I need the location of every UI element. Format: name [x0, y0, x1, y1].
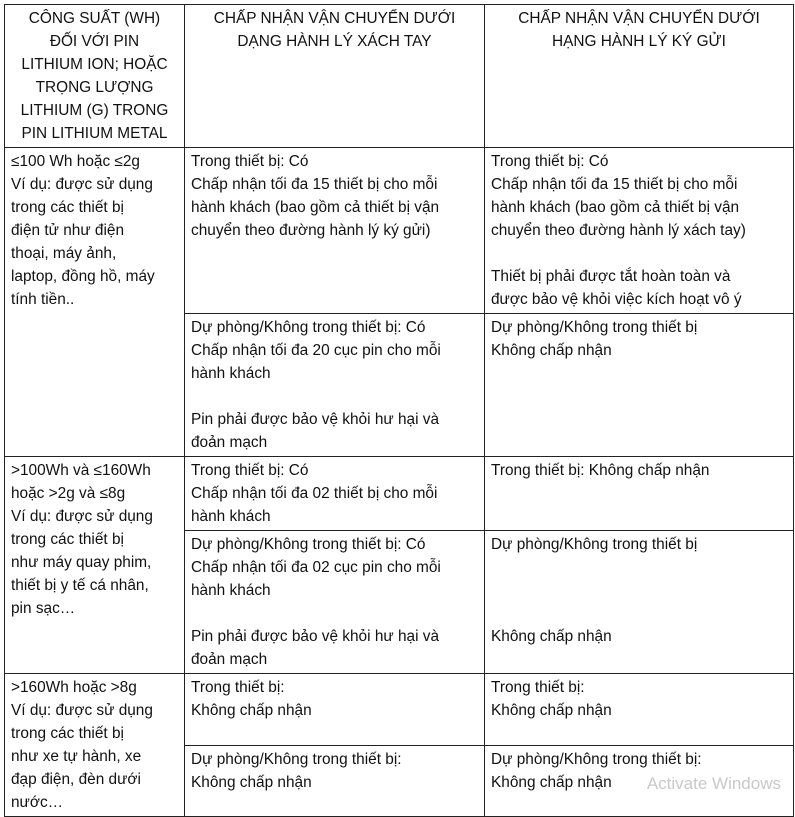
cell-line: CHẤP NHẬN VẬN CHUYỂN DƯỚI	[518, 10, 760, 27]
cell-line: Trong thiết bị:	[191, 679, 285, 696]
cell-line: trong các thiết bị	[11, 531, 124, 548]
cell-line: Chấp nhận tối đa 15 thiết bị cho mỗi	[491, 176, 738, 193]
checked-cell	[485, 148, 794, 314]
cell-line: hành khách	[191, 508, 271, 525]
cell-line: Trong thiết bị: Có	[191, 462, 309, 479]
cell-line: DẠNG HÀNH LÝ XÁCH TAY	[237, 33, 432, 50]
cell-line: Không chấp nhận	[491, 773, 612, 791]
cell-line: trong các thiết bị	[11, 725, 124, 742]
cell-line: Dự phòng/Không trong thiết bị: Có	[191, 319, 426, 336]
cell-line: Không chấp nhận	[191, 702, 312, 719]
cell-line: Thiết bị phải được tắt hoàn toàn và	[491, 268, 731, 285]
cell-line: chuyển theo đường hành lý xách tay)	[491, 222, 746, 239]
cell-line: LITHIUM (G) TRONG	[20, 102, 169, 119]
cell-line: HẠNG HÀNH LÝ KÝ GỬI	[552, 33, 726, 50]
cell-line: >160Wh hoặc >8g	[11, 679, 137, 696]
cell-line: thoại, máy ảnh,	[11, 245, 117, 262]
cell-line: Chấp nhận tối đa 02 thiết bị cho mỗi	[191, 485, 438, 502]
cell-line: TRỌNG LƯỢNG	[35, 79, 154, 96]
cell-line: điện tử như điện	[11, 222, 125, 239]
carry-on-cell	[185, 745, 485, 817]
header-carry-on	[185, 5, 485, 148]
activation-watermark: Activate Windows	[646, 774, 781, 793]
carry-on-cell	[185, 531, 485, 674]
cell-line: hành khách (bao gồm cả thiết bị vận	[491, 199, 740, 216]
category-cell	[5, 148, 185, 457]
blank-line	[491, 556, 787, 579]
cell-line: hành khách (bao gồm cả thiết bị vận	[191, 199, 440, 216]
blank-line	[491, 242, 787, 265]
cell-line: như xe tự hành, xe	[11, 748, 142, 765]
cell-line: hành khách	[191, 365, 271, 382]
cell-line: Chấp nhận tối đa 20 cục pin cho mỗi	[191, 342, 441, 359]
cell-line: thiết bị y tế cá nhân,	[11, 577, 149, 594]
table-row	[5, 148, 794, 314]
cell-line: Không chấp nhận	[491, 702, 612, 719]
table-row	[5, 674, 794, 746]
cell-line: pin sạc…	[11, 600, 76, 617]
blank-line	[191, 385, 478, 408]
cell-line: Ví dụ: được sử dụng	[11, 508, 153, 525]
cell-line: được bảo vệ khỏi việc kích hoạt vô ý	[491, 291, 742, 308]
cell-line: Pin phải được bảo vệ khỏi hư hại và	[191, 628, 440, 645]
cell-line: Pin phải được bảo vệ khỏi hư hại và	[191, 411, 440, 428]
cell-line: CHẤP NHẬN VẬN CHUYỂN DƯỚI	[213, 10, 456, 27]
cell-line: ĐỐI VỚI PIN	[49, 33, 140, 50]
cell-line: Không chấp nhận	[491, 628, 612, 645]
cell-line: đoản mạch	[191, 434, 268, 451]
carry-on-cell	[185, 314, 485, 457]
cell-line: đoản mạch	[191, 651, 268, 668]
category-cell	[5, 457, 185, 674]
cell-line: nước…	[11, 794, 64, 811]
blank-line	[191, 602, 478, 625]
cell-line: Dự phòng/Không trong thiết bị	[491, 319, 698, 336]
carry-on-cell	[185, 674, 485, 746]
carry-on-cell	[185, 148, 485, 314]
checked-cell	[485, 457, 794, 531]
checked-cell	[485, 314, 794, 457]
cell-line: Dự phòng/Không trong thiết bị: Có	[191, 536, 426, 553]
blank-line	[491, 602, 787, 625]
cell-line: Ví dụ: được sử dụng	[11, 176, 153, 193]
cell-line: như máy quay phim,	[11, 554, 152, 571]
cell-line: LITHIUM ION; HOẶC	[21, 56, 168, 73]
cell-line: PIN LITHIUM METAL	[21, 125, 168, 142]
cell-line: ≤100 Wh hoặc ≤2g	[11, 153, 140, 170]
cell-line: Trong thiết bị: Có	[191, 153, 309, 170]
header-capacity	[5, 5, 185, 148]
checked-cell	[485, 531, 794, 674]
cell-line: Dự phòng/Không trong thiết bị	[491, 536, 698, 553]
cell-line: Không chấp nhận	[491, 342, 612, 359]
blank-line	[491, 579, 787, 602]
cell-line: Dự phòng/Không trong thiết bị:	[191, 750, 402, 768]
cell-line: chuyển theo đường hành lý ký gửi)	[191, 222, 431, 239]
cell-line: CÔNG SUẤT (WH)	[28, 10, 161, 27]
cell-line: hành khách	[191, 582, 271, 599]
cell-line: Trong thiết bị:	[491, 679, 585, 696]
cell-line: Dự phòng/Không trong thiết bị:	[491, 750, 702, 768]
cell-line: >100Wh và ≤160Wh	[11, 462, 151, 479]
lithium-battery-table	[4, 4, 794, 817]
cell-line: Chấp nhận tối đa 15 thiết bị cho mỗi	[191, 176, 438, 193]
cell-line: laptop, đồng hồ, máy	[11, 268, 155, 285]
cell-line: Chấp nhận tối đa 02 cục pin cho mỗi	[191, 559, 441, 576]
header-row	[5, 5, 794, 148]
cell-line: Trong thiết bị: Có	[491, 153, 609, 170]
header-checked	[485, 5, 794, 148]
cell-line: Không chấp nhận	[191, 773, 312, 791]
table-row	[5, 457, 794, 531]
cell-line: trong các thiết bị	[11, 199, 124, 216]
category-cell	[5, 674, 185, 817]
cell-line: hoặc >2g và ≤8g	[11, 485, 126, 502]
cell-line: Trong thiết bị: Không chấp nhận	[491, 462, 710, 479]
cell-line: đạp điện, đèn dưới	[11, 771, 141, 788]
checked-cell	[485, 674, 794, 746]
carry-on-cell	[185, 457, 485, 531]
cell-line: Ví dụ: được sử dụng	[11, 702, 153, 719]
cell-line: tính tiền..	[11, 291, 75, 308]
